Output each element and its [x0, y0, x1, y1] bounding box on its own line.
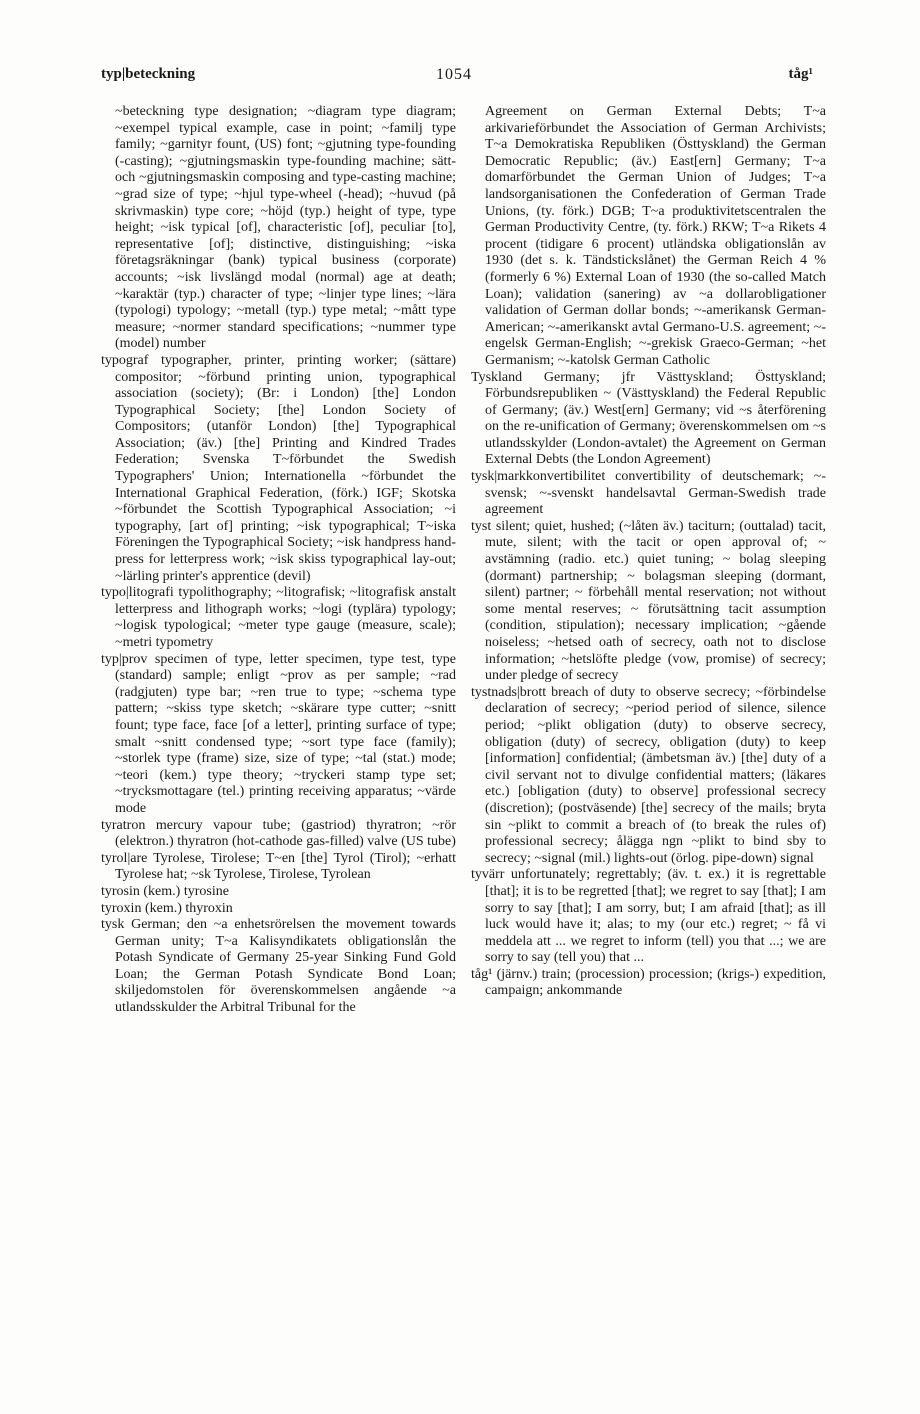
running-head-right: tåg¹ [788, 66, 813, 82]
left-column [101, 104, 456, 1017]
dictionary-entry: tyvärr unfortunately; regrettably; (äv. t. ex.) it is regrettable [that]; it is to be regretted [that]; we regret to say [that]; I am sorry to say [that]; I am sorry, but; I am afraid [that]; as ill luck would have it; alas; to my (our etc.) regret; ~ få vi meddela att ... we regret to inform (tell) you that ...; we are sorry to say (tell you) that ... [471, 867, 826, 966]
dictionary-entry: tyrol|are Tyrolese, Tirolese; T~en [the] Tyrol (Tirol); ~erhatt Tyrolese hat; ~sk Tyrolese, Tirolese, Tyrolean [101, 850, 456, 883]
dictionary-entry: typo|litografi typolithography; ~litografisk; ~litografisk anstalt letterpress and lithograph works; ~logi (typlära) typology; ~logisk typological; ~meter type gauge (measure, scale); ~metri typometry [101, 585, 456, 650]
dictionary-entry: Agreement on German External Debts; T~a arkivarieförbundet the Association of German Archivists; T~a Demokratiska Republiken (Östtyskland) the German Democratic Republic; (äv.) East[ern] Germany; T~a domarförbundet the German Union of Judges; T~a landsorganisationen the Confederation of German Trade Unions, (ty. förk.) DGB; T~a produktivitetscentralen the German Productivity Centre, (ty. förk.) RKW; T~a Rikets 4 procent (tidigare 6 procent) utländska obligationslån av 1930 (det s. k. Tändstickslånet) the German Reich 4 % (formerly 6 %) External Loan of 1930 (the so-called Match Loan); validation (sanering) av ~a dollarobligationer validation of German dollar bonds; ~-amerikansk German-American; ~-amerikanskt avtal Germano-U.S. agreement; ~-engelsk German-English; ~-grekisk Graeco-German; ~het Germanism; ~-katolsk German Catholic [485, 104, 826, 368]
dictionary-entry: tyroxin (kem.) thyroxin [101, 900, 233, 916]
page-number: 1054 [436, 66, 472, 83]
running-head-left: typ|beteckning [101, 66, 196, 82]
dictionary-entry: ~beteckning type designation; ~diagram type diagram; ~exempel typical example, case in point; ~familj type family; ~garnityr fount, (US) font; ~gjutning type-founding (-casting); ~gjutningsmaskin type-founding machine; sätt- och ~gjutningsmaskin composing and type-casting machine; ~grad size of type; ~hjul type-wheel (-head); ~huvud (på skrivmaskin) type core; ~höjd (typ.) height of type, type height; ~isk typical [of], characteristic [of], peculiar [to], representative [of]; distinctive, distinguishing; ~iska företagsräkningar (bank) typical business (corporate) accounts; ~isk livslängd modal (normal) age at death; ~karaktär (typ.) character of type; ~linjer type lines; ~lära (typologi) typology; ~metall (typ.) type metal; ~mått type measure; ~normer standard specifications; ~nummer type (model) number [115, 104, 456, 352]
dictionary-entry: tyst silent; quiet, hushed; (~låten äv.) taciturn; (outtalad) tacit, mute, silent; with the tacit or open approval of; ~ avstämning (radio. etc.) quiet tuning; ~ bolag sleeping (dormant) partnership; ~ bolagsman sleeping (dormant, silent) partner; ~ förbehåll mental reservation; not without some mental reserves; ~ förutsättning tacit assumption (condition, stipulation); necessary implication; ~gående noiseless; ~hetsed oath of secrecy, oath not to disclose information; ~hetslöfte pledge (vow, promise) of secrecy; under pledge of secrecy [471, 518, 826, 684]
dictionary-entry: tysk|markkonvertibilitet convertibility of deutschemark; ~-svensk; ~-svenskt handelsavtal German-Swedish trade agreement [471, 469, 826, 518]
dictionary-entry: typograf typographer, printer, printing worker; (sättare) compositor; ~förbund printing union, typographical association (society); (Br: i London) [the] London Typographical Society; [the] London Society of Compositors; (utanför London) [the] Typographical Association; (äv.) [the] Printing and Kindred Trades Federation; Svenska T~förbundet the Swedish Typographers' Union; Internationella ~förbundet the International Graphical Federation, (förk.) IGF; Skotska ~förbundet the Scottish Typographical Association; ~i typography, [art of] printing; ~isk typographical; T~iska Föreningen the Typographical Society; ~isk handpress hand-press for letterpress work; ~isk skiss typographical lay-out; ~lärling printer's apprentice (devil) [101, 352, 456, 584]
dictionary-entry: tysk German; den ~a enhetsrörelsen the movement towards German unity; T~a Kalisyndikatets obligationslån the Potash Syndicate of Germany 25-year Sinking Fund Gold Loan; the German Potash Syndicate Bond Loan; skiljedomstolen för överenskommelsen angående ~a utlandsskulder the Arbitral Tribunal for the [101, 917, 456, 1016]
right-column [471, 104, 826, 1000]
dictionary-entry: typ|prov specimen of type, letter specimen, type test, type (standard) sample; enligt ~prov as per sample; ~rad (radgjuten) type bar; ~ren true to type; ~schema type pattern; ~skiss type sketch; ~skärare type cutter; ~snitt fount; type face, face [of a letter], printing surface of type; smalt ~snitt condensed type; ~sort type face (family); ~storlek type (frame) size, size of type; ~tal (stat.) mode; ~teori (kem.) type theory; ~tryckeri stamp type set; ~trycksmottagare (tel.) printing receiving apparatus; ~värde mode [101, 651, 456, 816]
dictionary-entry: tyrosin (kem.) tyrosine [101, 883, 229, 899]
dictionary-entry: tyratron mercury vapour tube; (gastriod) thyratron; ~rör (elektron.) thyratron (hot-cathode gas-filled) valve (US tube) [101, 817, 456, 850]
dictionary-entry: Tyskland Germany; jfr Västtyskland; Östtyskland; Förbundsrepubliken ~ (Västtyskland) the Federal Republic of Germany; (äv.) West[ern] Germany; vid ~s återförening on the re-unification of Germany; överenskommelsen om ~s utlandsskylder (London-avtalet) the Agreement on German External Debts (the London Agreement) [471, 369, 826, 468]
dictionary-entry: tystnads|brott breach of duty to observe secrecy; ~förbindelse declaration of secrecy; ~period period of silence, silence period; ~plikt obligation (duty) to observe secrecy, obligation (duty) of secrecy, obligation (duty) to keep [information] confidential; (ämbetsman äv.) [the] duty of a civil servant not to divulge confidential matters; (läkares etc.) [obligation (duty) to observe] professional secrecy (discretion); (postväsende) [the] secrecy of the mails; bryta sin ~plikt to commit a breach of (to break the rules of) professional secrecy; ålägga ngn ~plikt to bind sby to secrecy; ~signal (mil.) lights-out (örlog. pipe-down) signal [471, 684, 826, 866]
dictionary-entry: tåg¹ (järnv.) train; (procession) procession; (krigs-) expedition, campaign; ankommande [471, 966, 826, 999]
